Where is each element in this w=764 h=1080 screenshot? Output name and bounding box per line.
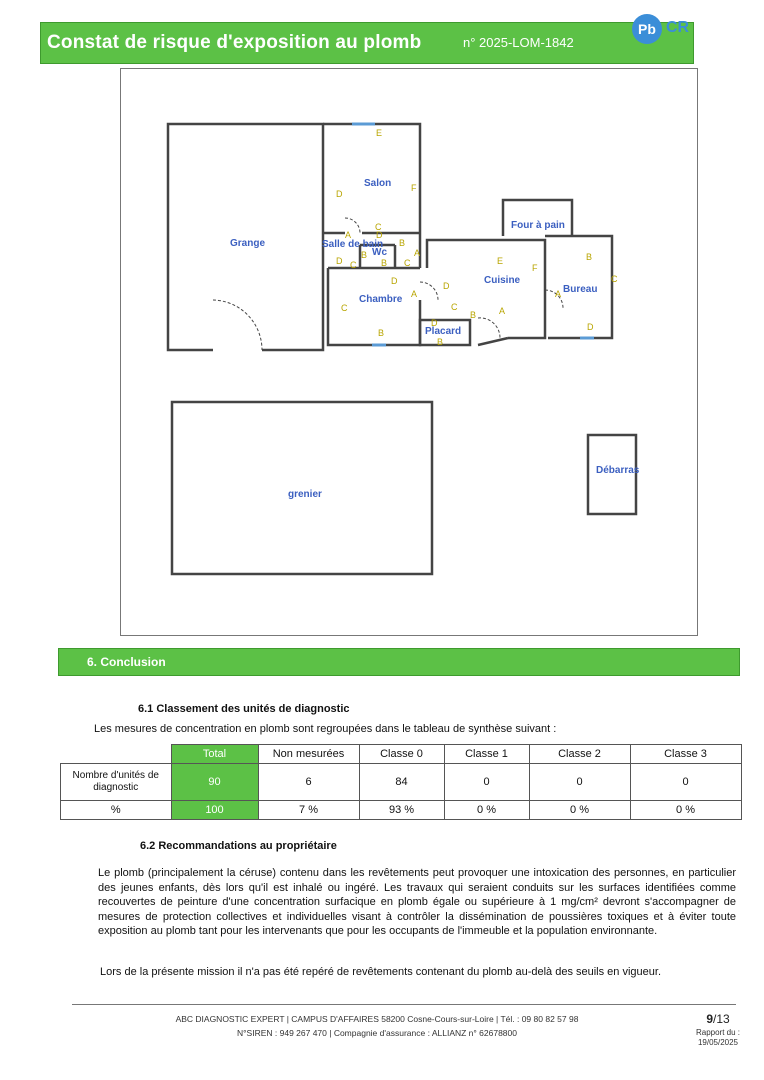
table-cell: 0 % xyxy=(630,801,741,820)
footer-company-line: ABC DIAGNOSTIC EXPERT | CAMPUS D'AFFAIRES 58200 Cosne-Cours-sur-Loire | Tél. : 09 80 82 57 98 xyxy=(175,1014,579,1024)
wall-label: C xyxy=(451,302,458,312)
logo-suffix: CR xyxy=(666,19,690,36)
room-label-four-a-pain: Four à pain xyxy=(511,220,565,231)
wall-label: B xyxy=(586,252,593,262)
table-cell: 6 xyxy=(258,764,359,801)
report-date-value: 19/05/2025 xyxy=(697,1038,739,1047)
table-cell: 0 xyxy=(444,764,529,801)
table-header: Classe 1 xyxy=(444,745,529,764)
wall-label: C xyxy=(611,274,618,284)
room-label-bureau: Bureau xyxy=(563,284,598,295)
section-title: 6. Conclusion xyxy=(87,655,166,669)
document-reference: n° 2025-LOM-1842 xyxy=(463,35,574,50)
table-cell: 7 % xyxy=(258,801,359,820)
subsection-6-1-intro: Les mesures de concentration en plomb sont regroupées dans le tableau de synthèse suivant : xyxy=(94,723,557,735)
room-label-grange: Grange xyxy=(230,238,266,249)
report-date xyxy=(686,1028,750,1048)
wall-label: D xyxy=(336,189,343,199)
room-label-placard: Placard xyxy=(425,326,462,337)
wall-label: A xyxy=(499,306,506,316)
table-header: Classe 0 xyxy=(359,745,444,764)
wall-label: B xyxy=(399,238,406,248)
wall-label: E xyxy=(376,128,383,138)
table-cell: 0 xyxy=(630,764,741,801)
table-header: Total xyxy=(171,745,258,764)
wall-label: D xyxy=(391,276,398,286)
room-label-wc: Wc xyxy=(372,247,387,258)
table-cell: 90 xyxy=(171,764,258,801)
table-row xyxy=(61,801,742,820)
subsection-6-1-title: 6.1 Classement des unités de diagnostic xyxy=(138,703,350,715)
wall-label: C xyxy=(404,258,411,268)
report-date-label: Rapport du : xyxy=(695,1028,741,1037)
wall-label: A xyxy=(411,289,418,299)
wall-label: B xyxy=(378,328,385,338)
page-number xyxy=(690,1012,746,1026)
grenier-walls xyxy=(172,402,432,574)
table-cell: 0 % xyxy=(444,801,529,820)
conclusion-statement: Lors de la présente mission il n'a pas été repéré de revêtements contenant du plomb au-delà des seuils en vigueur. xyxy=(100,966,661,978)
synthesis-table xyxy=(60,744,742,820)
table-row-label: Nombre d'unités de diagnostic xyxy=(61,764,172,801)
page-total: /13 xyxy=(713,1012,730,1026)
grange-door-arc xyxy=(213,300,262,350)
room-label-debarras: Débarras xyxy=(596,465,640,476)
footer-divider xyxy=(72,1004,736,1005)
room-label-salle-de-bain: Salle de bain xyxy=(322,239,384,250)
table-cell: 93 % xyxy=(359,801,444,820)
table-header: Classe 2 xyxy=(529,745,630,764)
wall-label: C xyxy=(350,260,357,270)
page-current: 9 xyxy=(706,1012,713,1026)
table-header: Classe 3 xyxy=(630,745,741,764)
wall-label: D xyxy=(443,281,450,291)
grange-walls xyxy=(168,124,323,350)
table-cell: 0 % xyxy=(529,801,630,820)
wall-label: D xyxy=(336,256,343,266)
table-row xyxy=(61,764,742,801)
room-label-salon: Salon xyxy=(364,178,392,189)
table-cell: 84 xyxy=(359,764,444,801)
recommendation-paragraph: Le plomb (principalement la céruse) contenu dans les revêtements peut provoquer une intoxication des personnes, en particulier des jeunes enfants, dès lors qu'il est inhalé ou ingéré. Les travaux qui seraient conduits sur les surfaces identifiées comme recouvertes de peinture d'une concentration surfacique en plomb égale ou supérieure à 1 mg/cm² devront s'accompagner de mesures de protection collectives et individuelles visant à contrôler la dissémination de poussières toxiques et à éviter toute exposition au plomb tant pour les intervenants que pour les occupants de l'immeuble et la population environnante. xyxy=(98,867,736,938)
wall-label: A xyxy=(555,289,562,299)
section-conclusion-bar xyxy=(58,648,740,676)
footer-siren-line: N°SIREN : 949 267 470 | Compagnie d'assurance : ALLIANZ n° 62678800 xyxy=(237,1028,517,1038)
wall-label: C xyxy=(341,303,348,313)
wall-label: A xyxy=(414,248,421,258)
document-title: Constat de risque d'exposition au plomb xyxy=(47,32,422,53)
wall-label: E xyxy=(497,256,504,266)
table-cell: 0 xyxy=(529,764,630,801)
subsection-6-2-title: 6.2 Recommandations au propriétaire xyxy=(140,840,337,852)
wall-label: F xyxy=(411,183,417,193)
wall-label: D xyxy=(376,230,383,240)
wall-label: B xyxy=(381,258,388,268)
wall-label: B xyxy=(361,250,368,260)
room-label-cuisine: Cuisine xyxy=(484,275,521,286)
wall-label: B xyxy=(437,337,444,347)
wall-label: C xyxy=(375,222,382,232)
wall-label: B xyxy=(470,310,477,320)
table-cell: 100 xyxy=(171,801,258,820)
pb-logo-icon: Pb xyxy=(632,14,662,44)
table-header: Non mesurées xyxy=(258,745,359,764)
wall-label: F xyxy=(532,263,538,273)
table-row-label: % xyxy=(61,801,172,820)
wall-label: D xyxy=(587,322,594,332)
wall-label: A xyxy=(345,230,352,240)
wall-label: D xyxy=(431,318,438,328)
table-corner xyxy=(61,745,172,764)
table-header-row xyxy=(61,745,742,764)
room-label-grenier: grenier xyxy=(288,489,322,500)
room-label-chambre: Chambre xyxy=(359,294,403,305)
